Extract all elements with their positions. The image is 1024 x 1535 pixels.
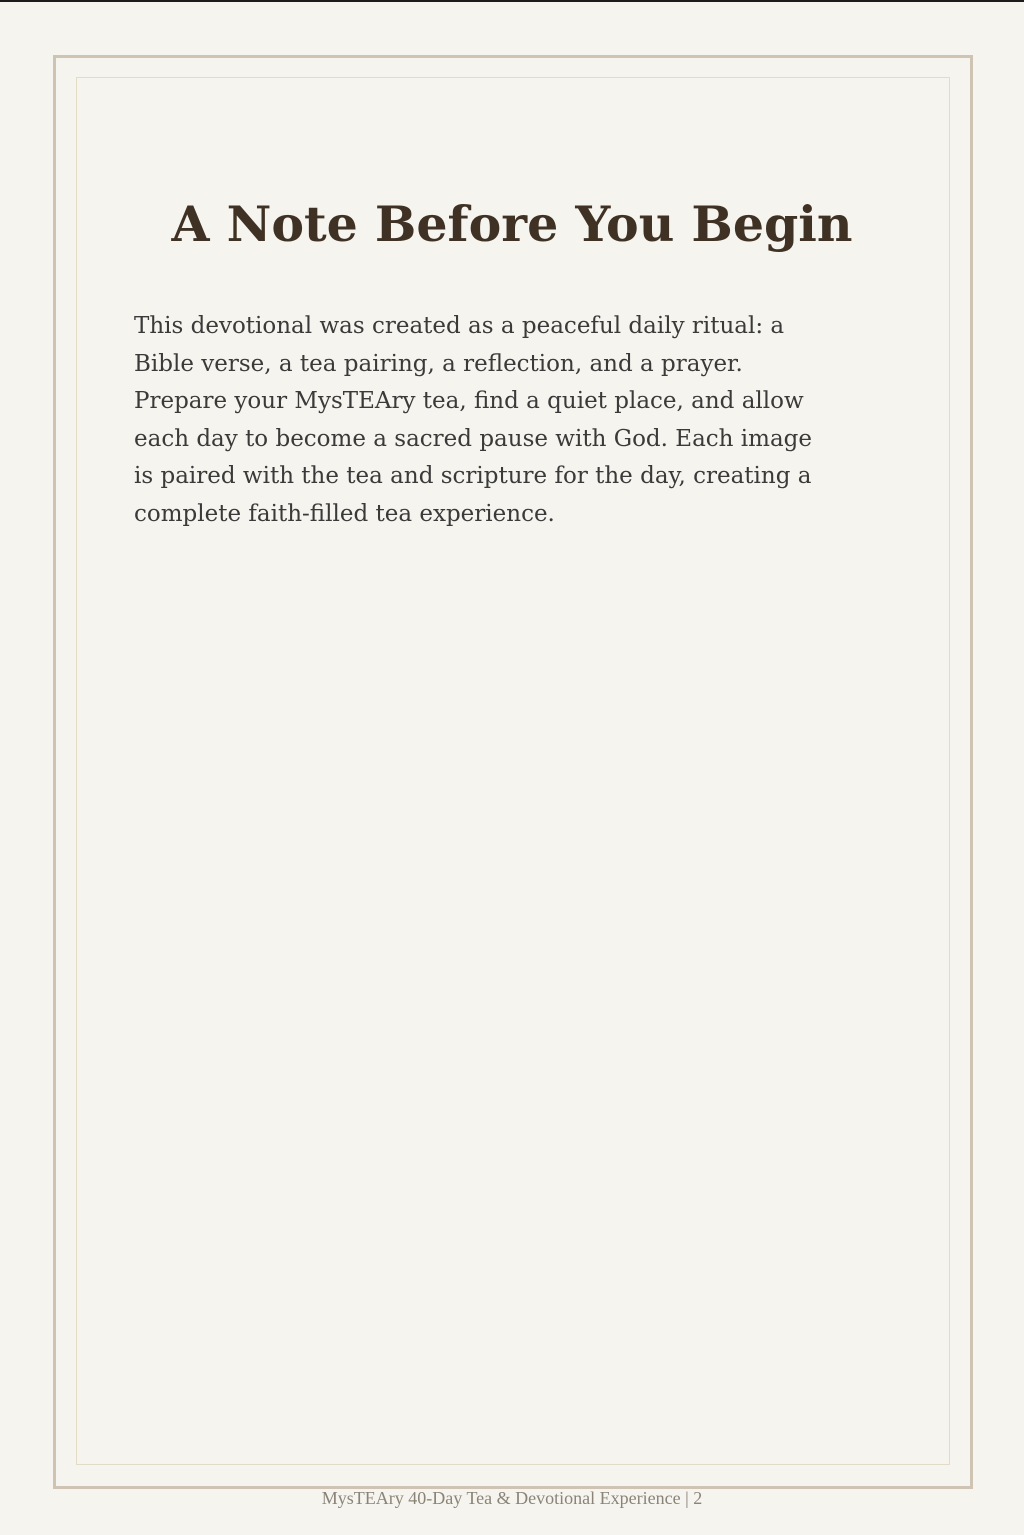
page-border-inner: [76, 77, 950, 1465]
top-rule: [0, 0, 1024, 2]
page-footer: MysTEAry 40-Day Tea & Devotional Experience | 2: [321, 1488, 703, 1508]
body-paragraph: This devotional was created as a peaceful daily ritual: a Bible verse, a tea pairing, a reflection, and a prayer. Prepare your MysTEAry tea, find a quiet place, and allow each day to become a sacred pause with God. Each image is paired with the tea and scripture for the day, creating a complete faith-filled tea experience.: [134, 313, 812, 527]
page-title: A Note Before You Begin: [171, 195, 853, 253]
